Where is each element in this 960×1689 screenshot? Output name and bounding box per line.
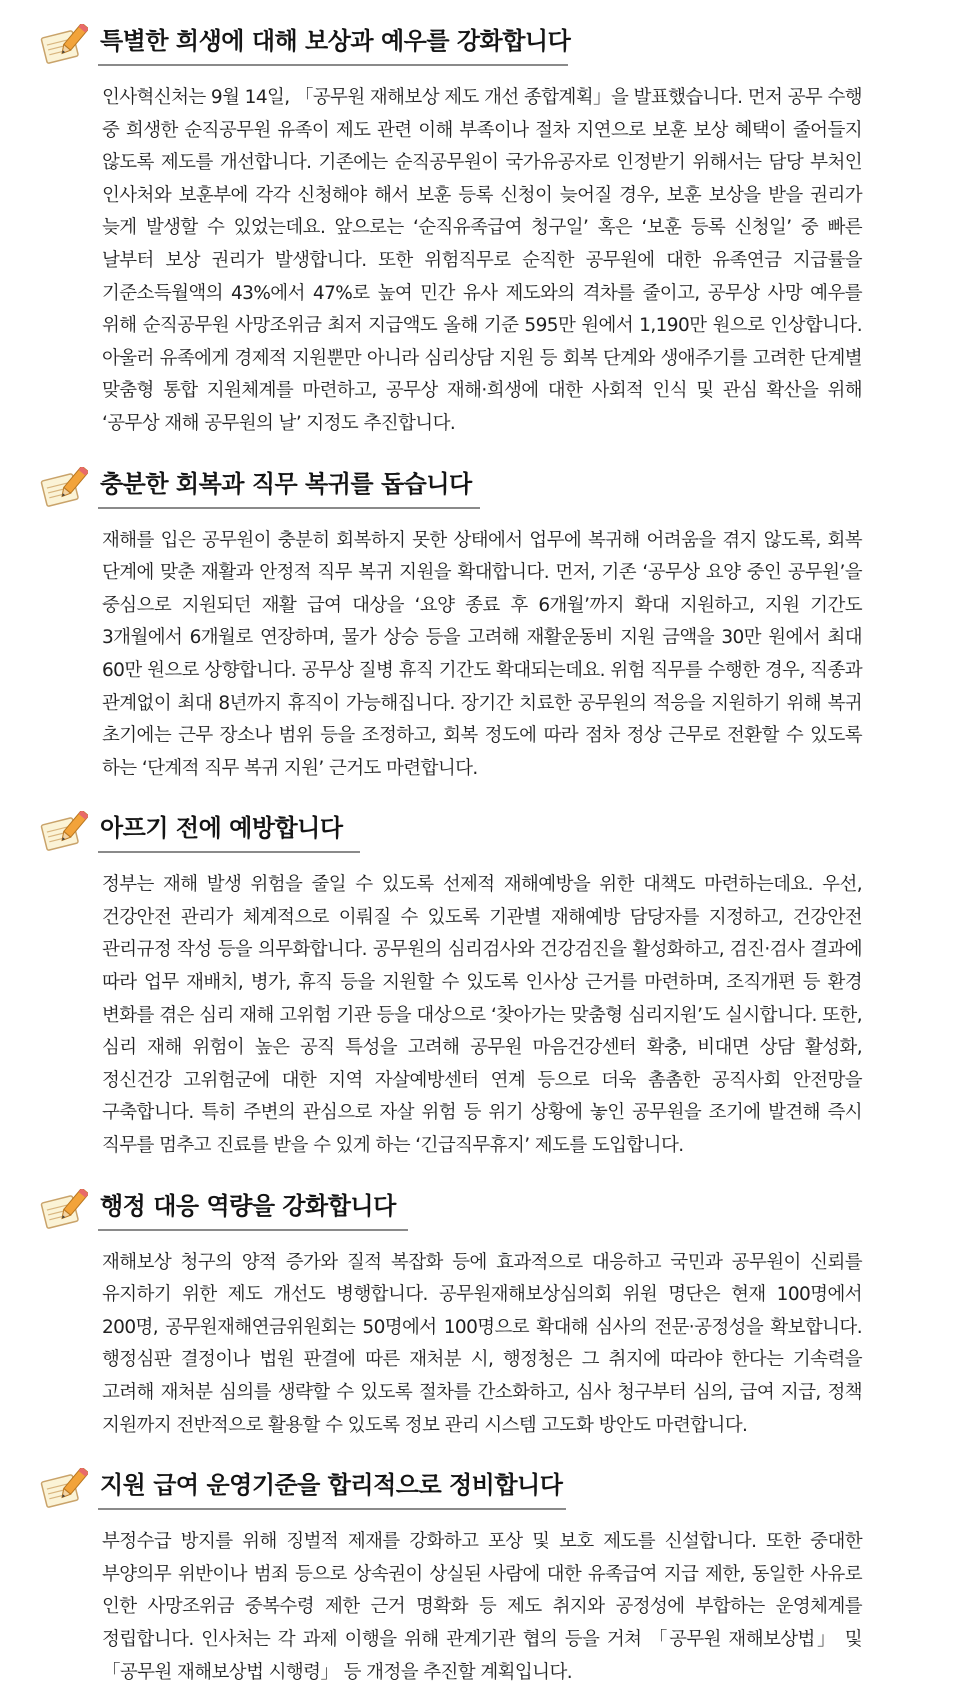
section-standards	[0, 1464, 960, 1689]
memo-pencil-icon	[38, 24, 88, 68]
section-body: 재해보상 청구의 양적 증가와 질적 복잡화 등에 효과적으로 대응하고 국민과 공무원이 신뢰를 유지하기 위한 제도 개선도 병행합니다. 공무원재해보상심의회 위원 명단은 현재 100명에서 200명, 공무원재해연금위원회는 50명에서 100명으로 확대해 심사의 전문·공정성을 확보합니다. 행정심판 결정이나 법원 판결에 따른 재처분 시, 행정청은 그 취지에 따라야 한다는 기속력을 고려해 재처분 심의를 생략할 수 있도록 절차를 간소화하고, 심사 청구부터 심의, 급여 지급, 정책 지원까지 전반적으로 활용할 수 있도록 정보 관리 시스템 고도화 방안도 마련합니다.	[102, 1251, 862, 1436]
section-prevention	[0, 807, 960, 1162]
section-body: 재해를 입은 공무원이 충분히 회복하지 못한 상태에서 업무에 복귀해 어려움을 겪지 않도록, 회복 단계에 맞춘 재활과 안정적 직무 복귀 지원을 확대합니다. 먼저, 기존 ‘공무상 요양 중인 공무원’을 중심으로 지원되던 재활 급여 대상을 ‘요양 종료 후 6개월’까지 확대 지원하고, 지원 기간도 3개월에서 6개월로 연장하며, 물가 상승 등을 고려해 재활운동비 지원 금액을 30만 원에서 최대 60만 원으로 상향합니다. 공무상 질병 휴직 기간도 확대되는데요. 위험 직무를 수행한 경우, 직종과 관계없이 최대 8년까지 휴직이 가능해집니다. 장기간 치료한 공무원의 적응을 지원하기 위해 복귀 초기에는 근무 장소나 범위 등을 조정하고, 회복 정도에 따라 점차 정상 근무로 전환할 수 있도록 하는 ‘단계적 직무 복귀 지원’ 근거도 마련합니다.	[102, 529, 862, 779]
section-header	[38, 20, 960, 76]
memo-pencil-icon	[38, 467, 88, 511]
section-body: 정부는 재해 발생 위험을 줄일 수 있도록 선제적 재해예방을 위한 대책도 마련하는데요. 우선, 건강안전 관리가 체계적으로 이뤄질 수 있도록 기관별 재해예방 담당자를 지정하고, 건강안전 관리규정 작성 등을 의무화합니다. 공무원의 심리검사와 건강검진을 활성화하고, 검진·검사 결과에 따라 업무 재배치, 병가, 휴직 등을 지원할 수 있도록 인사상 근거를 마련하며, 조직개편 등 환경 변화를 겪은 심리 재해 고위험 기관 등을 대상으로 ‘찾아가는 맞춤형 심리지원’도 실시합니다. 또한, 심리 재해 위험이 높은 공직 특성을 고려해 공무원 마음건강센터 확충, 비대면 상담 활성화, 정신건강 고위험군에 대한 지역 자살예방센터 연계 등으로 더욱 촘촘한 공직사회 안전망을 구축합니다. 특히 주변의 관심으로 자살 위험 등 위기 상황에 놓인 공무원을 조기에 발견해 즉시 직무를 멈추고 진료를 받을 수 있게 하는 ‘긴급직무휴지’ 제도를 도입합니다.	[102, 874, 862, 1157]
section-title: 특별한 희생에 대해 보상과 예우를 강화합니다	[100, 27, 571, 55]
section-title: 아프기 전에 예방합니다	[100, 814, 343, 843]
section-compensation	[0, 20, 960, 441]
section-title: 행정 대응 역량을 강화합니다	[100, 1191, 396, 1220]
section-administration	[0, 1185, 960, 1443]
section-body: 인사혁신처는 9월 14일, 「공무원 재해보상 제도 개선 종합계획」을 발표했습니다. 먼저 공무 수행 중 희생한 순직공무원 유족이 제도 관련 이해 부족이나 절차 지연으로 보훈 보상 혜택이 줄어들지 않도록 제도를 개선합니다. 기존에는 순직공무원이 국가유공자로 인정받기 위해서는 담당 부처인 인사처와 보훈부에 각각 신청해야 해서 보훈 등록 신청이 늦어질 경우, 보훈 보상을 받을 권리가 늦게 발생할 수 있었는데요. 앞으로는 ‘순직유족급여 청구일’ 혹은 ‘보훈 등록 신청일’ 중 빠른 날부터 보상 권리가 발생합니다. 또한 위험직무로 순직한 공무원에 대한 유족연금 지급률을 기준소득월액의 43%에서 47%로 높여 민간 유사 제도와의 격차를 줄이고, 공무상 사망 예우를 위해 순직공무원 사망조위금 최저 지급액도 올해 기준 595만 원에서 1,190만 원으로 인상합니다. 아울러 유족에게 경제적 지원뿐만 아니라 심리상담 지원 등 회복 단계와 생애주기를 고려한 단계별 맞춤형 통합 지원체계를 마련하고, 공무상 재해·희생에 대한 사회적 인식 및 관심 확산을 위해 ‘공무상 재해 공무원의 날’ 지정도 추진합니다.	[102, 87, 862, 434]
section-header	[38, 1464, 960, 1520]
title-underline	[98, 64, 568, 66]
title-underline	[98, 1508, 566, 1510]
section-header	[38, 807, 960, 863]
section-title: 지원 급여 운영기준을 합리적으로 정비합니다	[100, 1471, 563, 1500]
section-title: 충분한 회복과 직무 복귀를 돕습니다	[100, 469, 472, 498]
section-recovery	[0, 463, 960, 786]
memo-pencil-icon	[38, 1189, 88, 1233]
section-header	[38, 1185, 960, 1241]
section-header	[38, 463, 960, 519]
title-underline	[98, 507, 480, 509]
title-underline	[98, 1229, 408, 1231]
title-underline	[98, 851, 360, 853]
memo-pencil-icon	[38, 1468, 88, 1512]
memo-pencil-icon	[38, 811, 88, 855]
section-body: 부정수급 방지를 위해 징벌적 제재를 강화하고 포상 및 보호 제도를 신설합니다. 또한 중대한 부양의무 위반이나 범죄 등으로 상속권이 상실된 사람에 대한 유족급여 지급 제한, 동일한 사유로 인한 사망조위금 중복수령 제한 근거 명확화 등 제도 취지와 공정성에 부합하는 운영체계를 정립합니다. 인사처는 각 과제 이행을 위해 관계기관 협의 등을 거쳐 「공무원 재해보상법」 및 「공무원 재해보상법 시행령」 등 개정을 추진할 계획입니다.	[102, 1531, 862, 1683]
